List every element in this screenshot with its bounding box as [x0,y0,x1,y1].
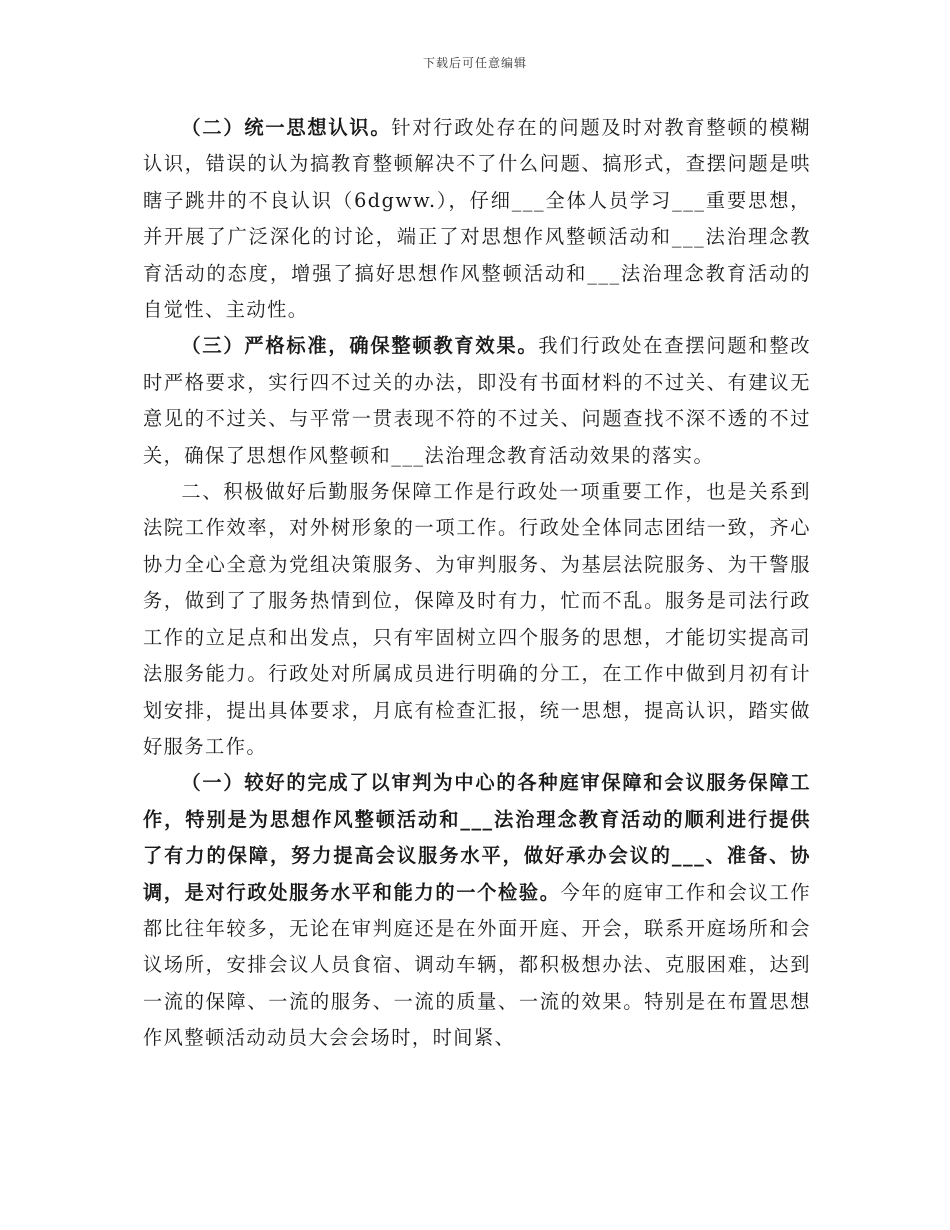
paragraph-trial-support [143,765,811,1056]
paragraph-heading: （一）较好的完成了以审判为中心的各种庭审保障和会议服务保障工作，特别是为思想作风整顿活动和___法治理念教育活动的顺利进行提供了有力的保障，努力提高会议服务水平，做好承办会议的___、准备、协调，是对行政处服务水平和能力的一个检验。 [143,771,811,904]
paragraph-text: 我们行政处在查摆问题和整改时严格要求，实行四不过关的办法，即没有书面材料的不过关、有建议无意见的不过关、与平常一贯表现不符的不过关、问题查找不深不透的不过关，确保了思想作风整顿和___法治理念教育活动效果的落实。 [143,334,812,467]
page-header: 下载后可任意编辑 [422,56,527,70]
document-body [143,110,811,1057]
paragraph-logistics-service [143,474,811,765]
paragraph-text: 今年的庭审工作和会议工作都比往年较多，无论在审判庭还是在外面开庭、开会，联系开庭场所和会议场所，安排会议人员食宿、调动车辆，都积极想办法、克服困难，达到一流的保障、一流的服务、一流的质量、一流的效果。特别是在布置思想作风整顿活动动员大会会场时，时间紧、 [143,880,812,1050]
paragraph-heading: （二）统一思想认识。 [181,116,392,139]
paragraph-strict-standards [143,328,811,474]
paragraph-text: 针对行政处存在的问题及时对教育整顿的模糊认识，错误的认为搞教育整顿解决不了什么问题、搞形式，查摆问题是哄瞎子跳井的不良认识（6dgww.），仔细___全体人员学习___重要思想，并开展了广泛深化的讨论，端正了对思想作风整顿活动和___法治理念教育活动的态度，增强了搞好思想作风整顿活动和___法治理念教育活动的自觉性、主动性。 [143,116,812,322]
paragraph-text: 二、积极做好后勤服务保障工作是行政处一项重要工作，也是关系到法院工作效率，对外树形象的一项工作。行政处全体同志团结一致，齐心协力全心全意为党组决策服务、为审判服务、为基层法院服务、为干警服务，做到了了服务热情到位，保障及时有力，忙而不乱。服务是司法行政工作的立足点和出发点，只有牢固树立四个服务的思想，才能切实提高司法服务能力。行政处对所属成员进行明确的分工，在工作中做到月初有计划安排，提出具体要求，月底有检查汇报，统一思想，提高认识，踏实做好服务工作。 [143,480,811,758]
paragraph-heading: （三）严格标准，确保整顿教育效果。 [181,334,539,358]
paragraph-unify-thinking [143,110,811,328]
